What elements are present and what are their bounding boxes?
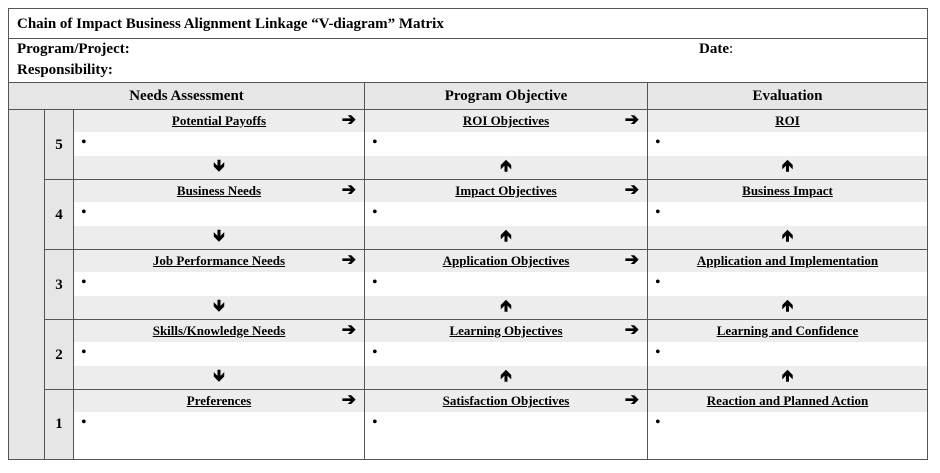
objective-title: Learning Objectives	[449, 323, 563, 338]
up-arrow-icon: 🡹	[500, 298, 512, 315]
needs-cell	[74, 250, 365, 320]
objective-cell	[365, 250, 648, 320]
right-arrow-icon: ➔	[341, 110, 356, 129]
needs-cell	[74, 180, 365, 250]
bullet-icon: •	[372, 204, 378, 221]
bullet-icon: •	[81, 344, 87, 361]
left-gutter	[9, 110, 45, 459]
objective-title: ROI Objectives	[462, 113, 550, 128]
objective-cell	[365, 110, 648, 180]
right-arrow-icon: ➔	[624, 250, 639, 269]
right-arrow-icon: ➔	[341, 250, 356, 269]
bullet-icon: •	[81, 274, 87, 291]
objective-cell	[365, 320, 648, 390]
evaluation-cell	[648, 110, 927, 180]
bullet-icon: •	[372, 414, 378, 431]
evaluation-title: Application and Implementation	[696, 253, 879, 268]
date-colon: :	[729, 41, 734, 57]
bullet-icon: •	[372, 134, 378, 151]
matrix-row-level-5	[45, 110, 927, 180]
up-arrow-icon: 🡹	[500, 228, 512, 245]
date-label: Date	[699, 41, 729, 57]
needs-cell	[74, 110, 365, 180]
right-arrow-icon: ➔	[341, 320, 356, 339]
v-diagram-matrix	[8, 8, 928, 460]
matrix-row-level-4	[45, 180, 927, 250]
program-project-label: Program/Project:	[17, 41, 130, 57]
bullet-icon: •	[81, 414, 87, 431]
bullet-icon: •	[372, 274, 378, 291]
right-arrow-icon: ➔	[624, 390, 639, 409]
bullet-icon: •	[655, 134, 661, 151]
right-arrow-icon: ➔	[341, 390, 356, 409]
up-arrow-icon: 🡹	[781, 158, 794, 175]
objective-title: Satisfaction Objectives	[442, 393, 570, 408]
meta-section	[9, 39, 927, 83]
needs-title: Skills/Knowledge Needs	[152, 323, 286, 338]
responsibility-label: Responsibility:	[17, 62, 113, 78]
down-arrow-icon: 🡻	[213, 368, 225, 385]
bullet-icon: •	[81, 134, 87, 151]
down-arrow-icon: 🡻	[213, 228, 225, 245]
evaluation-title: Business Impact	[742, 183, 833, 198]
bullet-icon: •	[81, 204, 87, 221]
bullet-icon: •	[655, 204, 661, 221]
date-field	[699, 41, 733, 58]
evaluation-cell	[648, 320, 927, 390]
right-arrow-icon: ➔	[341, 180, 356, 199]
up-arrow-icon: 🡹	[781, 368, 794, 385]
needs-title: Potential Payoffs	[171, 113, 267, 128]
bullet-icon: •	[655, 414, 661, 431]
column-header-program-objective: Program Objective	[365, 83, 648, 110]
bullet-icon: •	[372, 344, 378, 361]
evaluation-cell	[648, 390, 927, 459]
up-arrow-icon: 🡹	[781, 228, 794, 245]
right-arrow-icon: ➔	[624, 320, 639, 339]
objective-title: Application Objectives	[442, 253, 570, 268]
up-arrow-icon: 🡹	[500, 368, 512, 385]
objective-title: Impact Objectives	[455, 183, 557, 198]
evaluation-title: Reaction and Planned Action	[706, 393, 869, 408]
needs-title: Job Performance Needs	[152, 253, 286, 268]
level-number: 4	[45, 180, 74, 250]
matrix-row-level-3	[45, 250, 927, 320]
evaluation-cell	[648, 180, 927, 250]
column-header-evaluation: Evaluation	[648, 83, 927, 110]
up-arrow-icon: 🡹	[500, 158, 512, 175]
needs-cell	[74, 320, 365, 390]
matrix-row-level-1	[45, 390, 927, 459]
bullet-icon: •	[655, 344, 661, 361]
level-number: 3	[45, 250, 74, 320]
right-arrow-icon: ➔	[624, 110, 639, 129]
needs-title: Preferences	[186, 393, 252, 408]
objective-cell	[365, 390, 648, 459]
evaluation-title: Learning and Confidence	[716, 323, 859, 338]
objective-cell	[365, 180, 648, 250]
up-arrow-icon: 🡹	[781, 298, 794, 315]
evaluation-cell	[648, 250, 927, 320]
bullet-icon: •	[655, 274, 661, 291]
matrix-row-level-2	[45, 320, 927, 390]
needs-cell	[74, 390, 365, 459]
down-arrow-icon: 🡻	[213, 298, 225, 315]
right-arrow-icon: ➔	[624, 180, 639, 199]
level-number: 2	[45, 320, 74, 390]
matrix-title: Chain of Impact Business Alignment Linkage “V-diagram” Matrix	[9, 9, 927, 39]
level-number: 1	[45, 390, 74, 459]
column-header-needs-assessment: Needs Assessment	[9, 83, 365, 110]
down-arrow-icon: 🡻	[213, 158, 225, 175]
needs-title: Business Needs	[176, 183, 262, 198]
evaluation-title: ROI	[775, 113, 800, 128]
level-number: 5	[45, 110, 74, 180]
